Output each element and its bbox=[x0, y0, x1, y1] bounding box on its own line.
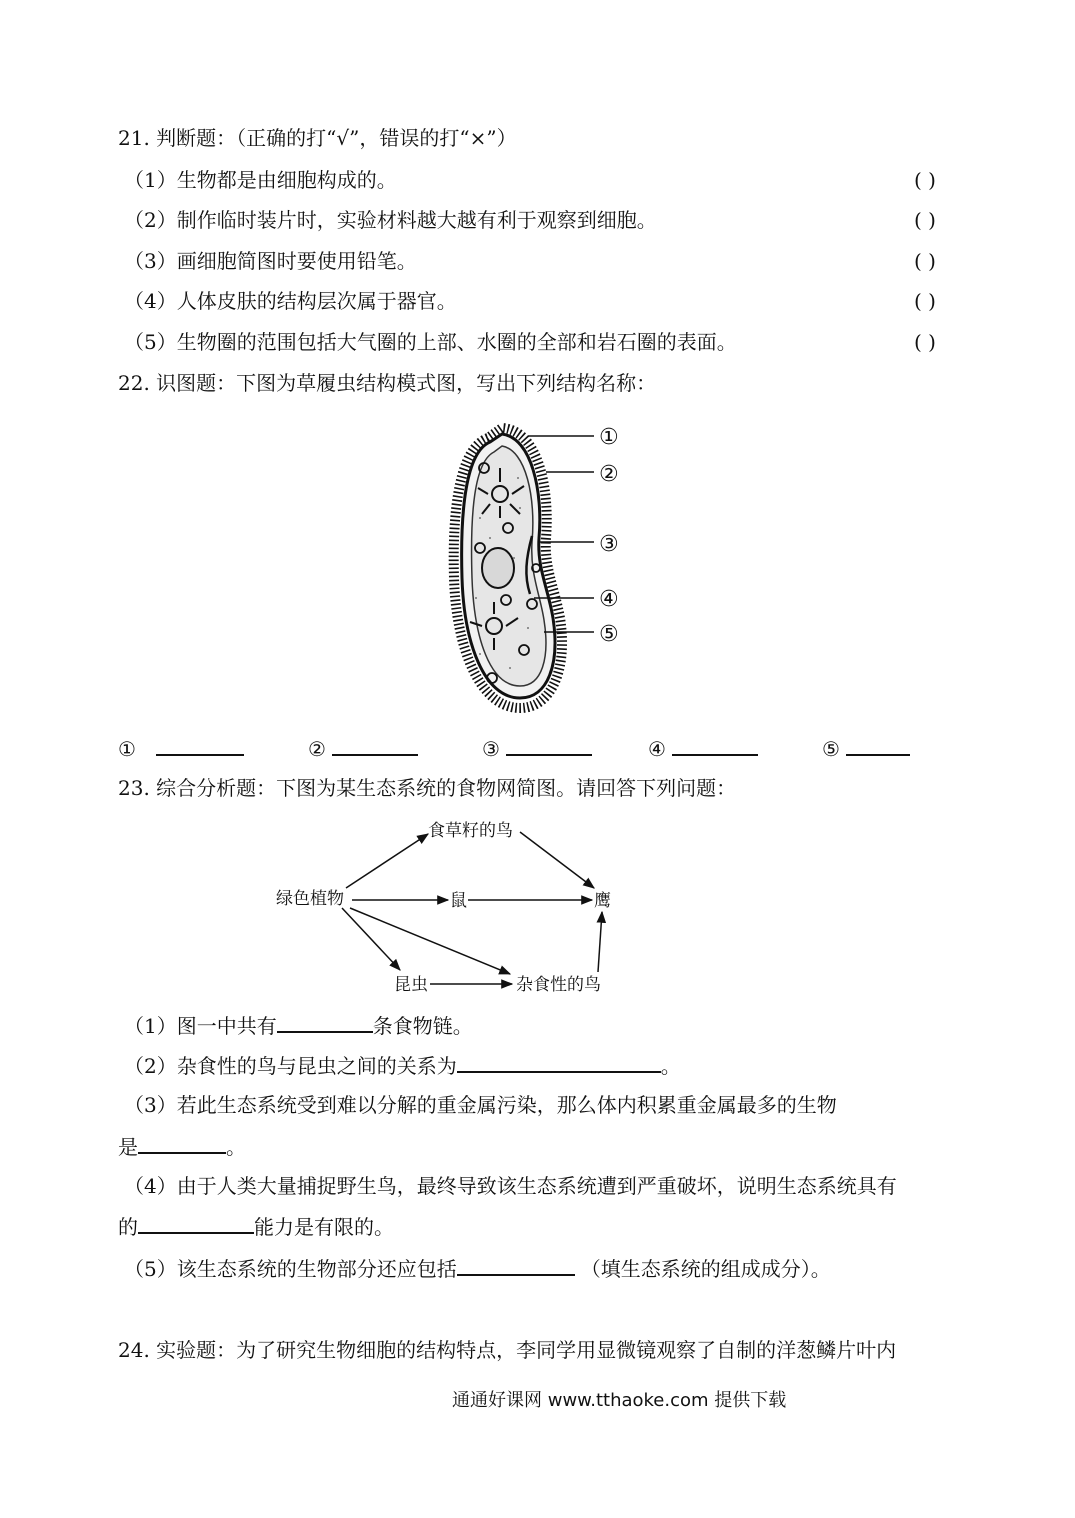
q23-q4-text-b: 的 bbox=[118, 1215, 138, 1239]
q22-answer-5[interactable] bbox=[822, 734, 910, 763]
q21-item-3: （3）画细胞简图时要使用铅笔。 bbox=[124, 249, 417, 273]
node-plant: 绿色植物 bbox=[276, 889, 344, 909]
q22-answer-3[interactable] bbox=[482, 734, 592, 763]
node-seedbird: 食草籽的鸟 bbox=[428, 821, 513, 841]
edge-seedbird-hawk bbox=[520, 832, 594, 888]
q22-answer-1[interactable] bbox=[118, 734, 244, 763]
q21-answer-5[interactable]: ( ) bbox=[914, 330, 936, 354]
q23-q2-text-b: 。 bbox=[660, 1054, 681, 1078]
paramecium-label-3: ③ bbox=[599, 532, 619, 557]
paramecium-label-1: ① bbox=[599, 425, 619, 450]
q23-q4-blank[interactable] bbox=[138, 1212, 254, 1234]
q22-answer-label-5: ⑤ bbox=[822, 737, 840, 761]
q23-q3-text-b: 是 bbox=[118, 1135, 138, 1159]
node-mouse: 鼠 bbox=[450, 891, 467, 911]
q21-answer-4[interactable]: ( ) bbox=[914, 289, 936, 313]
edge-plant-seedbird bbox=[346, 834, 428, 888]
q21-item-1: （1）生物都是由细胞构成的。 bbox=[124, 168, 397, 192]
food-web-diagram bbox=[260, 812, 640, 1002]
q23-question-1 bbox=[124, 1011, 473, 1040]
q23-question-3-cont bbox=[118, 1132, 246, 1161]
q23-q2-blank[interactable] bbox=[457, 1051, 661, 1073]
q23-question-2 bbox=[124, 1051, 681, 1080]
q21-title: 21. 判断题：（正确的打“√”，错误的打“×”） bbox=[118, 126, 517, 150]
q22-blank-4[interactable] bbox=[672, 734, 758, 756]
paramecium-diagram bbox=[440, 418, 640, 718]
paramecium-label-2: ② bbox=[599, 462, 619, 487]
q23-q3-text-c: 。 bbox=[226, 1135, 246, 1159]
paramecium-label-5: ⑤ bbox=[599, 622, 619, 647]
q22-answer-label-3: ③ bbox=[482, 737, 500, 761]
q22-blank-3[interactable] bbox=[506, 734, 592, 756]
q23-q3-blank[interactable] bbox=[138, 1132, 226, 1154]
q22-answer-label-4: ④ bbox=[648, 737, 666, 761]
q23-q1-text-a: （1）图一中共有 bbox=[124, 1014, 277, 1038]
q23-title: 23. 综合分析题：下图为某生态系统的食物网简图。请回答下列问题： bbox=[118, 776, 737, 800]
page-footer: 通通好课网 www.tthaoke.com 提供下载 bbox=[452, 1390, 787, 1411]
node-hawk: 鹰 bbox=[594, 891, 611, 911]
q22-blank-2[interactable] bbox=[332, 734, 418, 756]
q23-q1-blank[interactable] bbox=[277, 1011, 373, 1033]
q23-question-4: （4）由于人类大量捕捉野生鸟，最终导致该生态系统遭到严重破坏，说明生态系统具有 bbox=[124, 1174, 897, 1198]
q23-q5-text-a: （5）该生态系统的生物部分还应包括 bbox=[124, 1257, 457, 1281]
q21-item-2: （2）制作临时装片时，实验材料越大越有利于观察到细胞。 bbox=[124, 208, 657, 232]
q23-q5-blank[interactable] bbox=[457, 1254, 575, 1276]
q23-q1-text-b: 条食物链。 bbox=[372, 1014, 473, 1038]
node-omnibird: 杂食性的鸟 bbox=[516, 975, 601, 995]
q22-answer-4[interactable] bbox=[648, 734, 758, 763]
q24-title: 24. 实验题：为了研究生物细胞的结构特点，李同学用显微镜观察了自制的洋葱鳞片叶内 bbox=[118, 1338, 897, 1362]
edge-omnibird-hawk bbox=[598, 912, 602, 972]
q23-question-4-cont bbox=[118, 1212, 394, 1241]
q23-q4-text-c: 能力是有限的。 bbox=[254, 1215, 394, 1239]
q22-blank-1[interactable] bbox=[156, 734, 244, 756]
q21-answer-2[interactable]: ( ) bbox=[914, 208, 936, 232]
node-insect: 昆虫 bbox=[394, 975, 428, 995]
q22-answer-label-1: ① bbox=[118, 737, 136, 761]
q21-answer-1[interactable]: ( ) bbox=[914, 168, 936, 192]
q21-item-5: （5）生物圈的范围包括大气圈的上部、水圈的全部和岩石圈的表面。 bbox=[124, 330, 737, 354]
edge-plant-omnibird bbox=[350, 908, 510, 974]
q23-question-5 bbox=[124, 1254, 831, 1283]
q23-q5-text-b: （填生态系统的组成成分）。 bbox=[580, 1257, 831, 1281]
q21-item-4: （4）人体皮肤的结构层次属于器官。 bbox=[124, 289, 457, 313]
q23-q2-text-a: （2）杂食性的鸟与昆虫之间的关系为 bbox=[124, 1054, 457, 1078]
q22-title: 22. 识图题：下图为草履虫结构模式图，写出下列结构名称： bbox=[118, 371, 657, 395]
q22-answer-2[interactable] bbox=[308, 734, 418, 763]
q22-answer-label-2: ② bbox=[308, 737, 326, 761]
q23-question-3: （3）若此生态系统受到难以分解的重金属污染，那么体内积累重金属最多的生物 bbox=[124, 1093, 837, 1117]
paramecium-label-4: ④ bbox=[599, 587, 619, 612]
q21-answer-3[interactable]: ( ) bbox=[914, 249, 936, 273]
q22-blank-5[interactable] bbox=[846, 734, 910, 756]
